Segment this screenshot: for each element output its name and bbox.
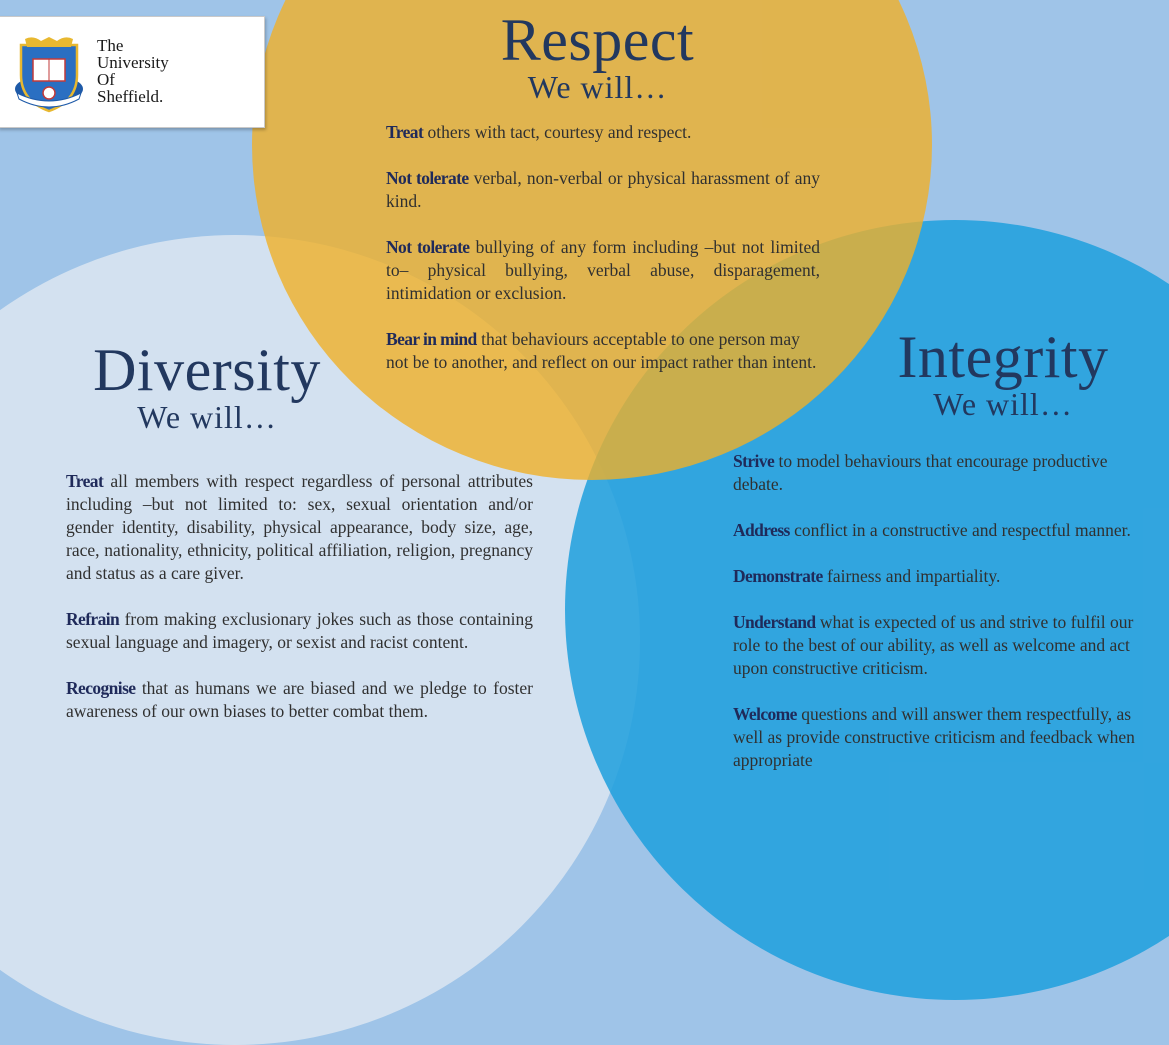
diversity-item: Treat all members with respect regardless of personal attributes including –but not limited to: sex, sexual orientation and/or gender identity, disability, physical appearance, body size, age, race, nationality, ethnicity, political affiliation, religion, pregnancy and status as a care giver. [66,471,533,583]
respect-heading [420,7,775,105]
respect-item: Not tolerate bullying of any form including –but not limited to– physical bullying, verbal abuse, disparagement, intimidation or exclusion. [386,237,820,303]
logo-line: The [97,36,124,55]
respect-item: Bear in mind that behaviours acceptable to one person may not be to another, and reflect on our impact rather than intent. [386,329,817,372]
integrity-item: Address conflict in a constructive and respectful manner. [733,520,1131,540]
diversity-subtitle: We will… [137,399,277,435]
diversity-item: Recognise that as humans we are biased and we pledge to foster awareness of our own biases to better combat them. [66,678,533,721]
logo-line: Of [97,70,115,89]
respect-item: Not tolerate verbal, non-verbal or physical harassment of any kind. [386,168,820,211]
integrity-title: Integrity [897,324,1109,390]
logo-line: Sheffield. [97,87,164,106]
integrity-item: Understand what is expected of us and strive to fulfil our role to the best of our ability, as well as welcome and act upon constructive criticism. [733,612,1134,678]
integrity-item: Demonstrate fairness and impartiality. [733,566,1001,586]
diversity-list [66,470,533,746]
integrity-heading [878,324,1128,422]
logo-line: University [97,53,169,72]
respect-item: Treat others with tact, courtesy and respect. [386,122,692,142]
respect-subtitle: We will… [527,69,668,105]
diversity-heading [72,337,342,435]
university-crest-icon [13,35,85,113]
integrity-item: Strive to model behaviours that encourage productive debate. [733,451,1108,494]
integrity-subtitle: We will… [933,386,1073,422]
respect-list [386,121,820,397]
diversity-item: Refrain from making exclusionary jokes such as those containing sexual language and imagery, or sexist and racist content. [66,609,533,652]
integrity-item: Welcome questions and will answer them respectfully, as well as provide constructive criticism and feedback when appropriate [733,704,1135,770]
university-logo [0,16,265,128]
integrity-list [733,450,1158,795]
diversity-title: Diversity [93,337,321,403]
respect-title: Respect [500,7,695,73]
